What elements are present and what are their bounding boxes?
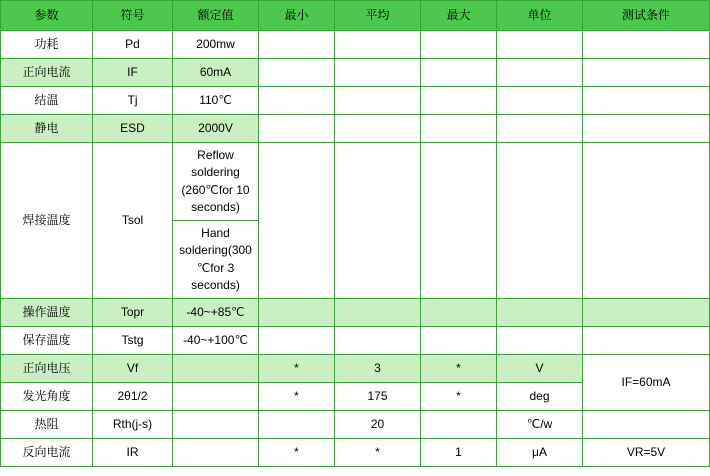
cell-min bbox=[259, 87, 335, 115]
cell-typ: 20 bbox=[335, 411, 421, 439]
column-header-min: 最小 bbox=[259, 1, 335, 31]
column-header-symbol: 符号 bbox=[93, 1, 173, 31]
cell-symbol: Pd bbox=[93, 31, 173, 59]
table-row bbox=[1, 59, 710, 87]
cell-max bbox=[421, 411, 497, 439]
cell-test-condition bbox=[583, 87, 710, 115]
cell-test-condition bbox=[583, 59, 710, 87]
cell-typ bbox=[335, 31, 421, 59]
cell-typ bbox=[335, 327, 421, 355]
cell-symbol: Tj bbox=[93, 87, 173, 115]
cell-symbol: 2θ1/2 bbox=[93, 383, 173, 411]
cell-typ bbox=[335, 143, 421, 299]
cell-symbol: Topr bbox=[93, 299, 173, 327]
cell-max bbox=[421, 31, 497, 59]
cell-unit bbox=[497, 327, 583, 355]
cell-unit bbox=[497, 87, 583, 115]
cell-unit: V bbox=[497, 355, 583, 383]
cell-test-condition bbox=[583, 31, 710, 59]
cell-min bbox=[259, 59, 335, 87]
cell-rating: 110℃ bbox=[173, 87, 259, 115]
cell-min bbox=[259, 31, 335, 59]
column-header-typ: 平均 bbox=[335, 1, 421, 31]
table-row bbox=[1, 299, 710, 327]
cell-max bbox=[421, 299, 497, 327]
cell-parameter: 操作温度 bbox=[1, 299, 93, 327]
cell-unit bbox=[497, 31, 583, 59]
cell-symbol: Rth(j-s) bbox=[93, 411, 173, 439]
cell-test-condition bbox=[583, 411, 710, 439]
cell-parameter: 正向电流 bbox=[1, 59, 93, 87]
cell-parameter: 反向电流 bbox=[1, 439, 93, 467]
cell-parameter: 焊接温度 bbox=[1, 143, 93, 299]
cell-min bbox=[259, 411, 335, 439]
cell-min bbox=[259, 299, 335, 327]
cell-test-condition bbox=[583, 143, 710, 299]
cell-rating: -40~+85℃ bbox=[173, 299, 259, 327]
cell-rating-reflow: Reflow soldering (260℃for 10 seconds) bbox=[173, 143, 259, 221]
cell-typ bbox=[335, 115, 421, 143]
cell-min: * bbox=[259, 355, 335, 383]
cell-max bbox=[421, 327, 497, 355]
cell-rating: -40~+100℃ bbox=[173, 327, 259, 355]
cell-test-condition bbox=[583, 115, 710, 143]
column-header-rating: 额定值 bbox=[173, 1, 259, 31]
cell-parameter: 热阻 bbox=[1, 411, 93, 439]
table-row bbox=[1, 439, 710, 467]
cell-parameter: 正向电压 bbox=[1, 355, 93, 383]
cell-parameter: 功耗 bbox=[1, 31, 93, 59]
cell-typ bbox=[335, 59, 421, 87]
cell-symbol: IF bbox=[93, 59, 173, 87]
cell-rating: 60mA bbox=[173, 59, 259, 87]
table-row bbox=[1, 31, 710, 59]
cell-max: * bbox=[421, 383, 497, 411]
cell-test-condition: VR=5V bbox=[583, 439, 710, 467]
cell-unit: ℃/w bbox=[497, 411, 583, 439]
cell-min: * bbox=[259, 439, 335, 467]
table-row bbox=[1, 327, 710, 355]
cell-parameter: 保存温度 bbox=[1, 327, 93, 355]
cell-max: 1 bbox=[421, 439, 497, 467]
cell-test-condition bbox=[583, 327, 710, 355]
cell-typ: * bbox=[335, 439, 421, 467]
cell-test-condition: IF=60mA bbox=[583, 355, 710, 411]
cell-max bbox=[421, 143, 497, 299]
cell-rating bbox=[173, 355, 259, 383]
cell-unit bbox=[497, 59, 583, 87]
cell-parameter: 发光角度 bbox=[1, 383, 93, 411]
cell-min: * bbox=[259, 383, 335, 411]
cell-rating bbox=[173, 439, 259, 467]
cell-rating bbox=[173, 383, 259, 411]
cell-rating bbox=[173, 411, 259, 439]
cell-symbol: Tsol bbox=[93, 143, 173, 299]
cell-max bbox=[421, 87, 497, 115]
cell-parameter: 静电 bbox=[1, 115, 93, 143]
table-row bbox=[1, 87, 710, 115]
table-row bbox=[1, 143, 710, 221]
cell-max: * bbox=[421, 355, 497, 383]
cell-symbol: Tstg bbox=[93, 327, 173, 355]
cell-unit: deg bbox=[497, 383, 583, 411]
column-header-test-condition: 测试条件 bbox=[583, 1, 710, 31]
cell-min bbox=[259, 143, 335, 299]
cell-rating: 200mw bbox=[173, 31, 259, 59]
cell-parameter: 结温 bbox=[1, 87, 93, 115]
column-header-parameter: 参数 bbox=[1, 1, 93, 31]
cell-max bbox=[421, 59, 497, 87]
cell-unit bbox=[497, 143, 583, 299]
cell-min bbox=[259, 115, 335, 143]
cell-typ bbox=[335, 87, 421, 115]
table-row bbox=[1, 355, 710, 383]
table-row bbox=[1, 115, 710, 143]
cell-typ: 175 bbox=[335, 383, 421, 411]
cell-min bbox=[259, 327, 335, 355]
cell-rating-hand: Hand soldering(300℃for 3 seconds) bbox=[173, 221, 259, 299]
table-header-row bbox=[1, 1, 710, 31]
column-header-unit: 单位 bbox=[497, 1, 583, 31]
column-header-max: 最大 bbox=[421, 1, 497, 31]
cell-rating: 2000V bbox=[173, 115, 259, 143]
cell-test-condition bbox=[583, 299, 710, 327]
cell-unit bbox=[497, 299, 583, 327]
cell-typ: 3 bbox=[335, 355, 421, 383]
cell-symbol: Vf bbox=[93, 355, 173, 383]
cell-unit bbox=[497, 115, 583, 143]
cell-symbol: IR bbox=[93, 439, 173, 467]
cell-typ bbox=[335, 299, 421, 327]
cell-max bbox=[421, 115, 497, 143]
cell-unit: μA bbox=[497, 439, 583, 467]
table-row bbox=[1, 411, 710, 439]
cell-symbol: ESD bbox=[93, 115, 173, 143]
